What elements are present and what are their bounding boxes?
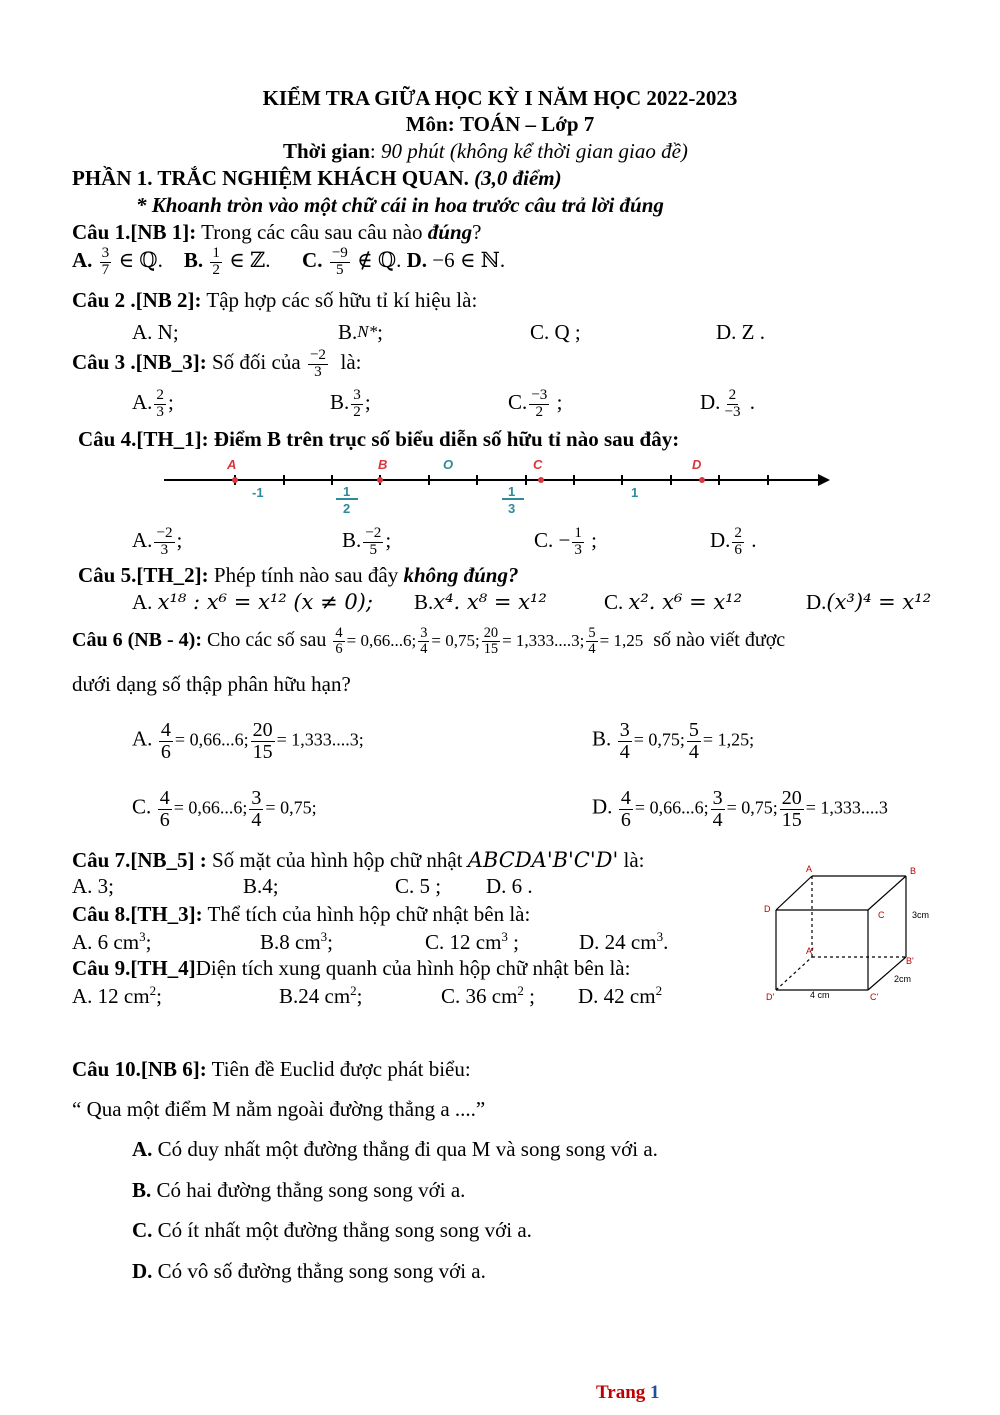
time-line: Thời gian: 90 phút (không kể thời gian giao đề)	[283, 139, 688, 163]
number-line-figure	[150, 455, 840, 517]
q4-option-b: B. $\frac{-2}{5}$ ;	[342, 525, 392, 558]
vertex-D2-label: D'	[766, 992, 775, 1002]
q6-tail: số nào viết được	[653, 629, 786, 652]
q5-stem	[78, 563, 518, 588]
q5-text: Phép tính nào sau đây	[213, 563, 399, 587]
q5-option-d: D.(x³)⁴ = x¹²	[806, 590, 932, 614]
q10-text: Tiên đề Euclid được phát biểu:	[211, 1057, 471, 1081]
q8-label: Câu 8.[TH_3]:	[72, 902, 203, 926]
q9-option-c: C. 36 $cm^2$ ;	[441, 983, 536, 1008]
q3-option-b: B. $\frac{3}{2}$ ;	[330, 387, 371, 420]
point-B-label: B	[378, 457, 388, 472]
q3-option-c: C. $\frac{-3}{2}$ ;	[508, 387, 563, 420]
page-number: 1	[650, 1382, 660, 1403]
rectangular-box-figure	[760, 862, 940, 1014]
q2-option-b-symbol: N*	[357, 322, 378, 341]
page-label: Trang	[596, 1382, 646, 1403]
q1-option-c-rel: ∉ ℚ.	[357, 248, 402, 273]
q2-option-b	[338, 320, 383, 345]
q2-label: Câu 2 .[NB 2]:	[72, 288, 202, 312]
point-C-label: C	[533, 457, 543, 472]
q6-option-b: B. $\frac{3}{4}$ = 0,75; $\frac{5}{4}$ = 1,25;	[592, 719, 755, 763]
q3-label: Câu 3 .[NB_3]:	[72, 350, 207, 375]
q1-option-c-fraction: $\frac{-9}{5}$	[331, 245, 348, 278]
q1-option-d-text: −6 ∈ ℕ.	[432, 248, 506, 273]
point-B	[377, 477, 383, 483]
q8-option-a: A. 6 $cm^3$;	[72, 929, 152, 954]
q9-option-d: D. 42 $cm^2$	[578, 983, 663, 1008]
q8-stem	[72, 902, 530, 927]
q1-text: Trong các câu sau câu nào	[201, 220, 423, 244]
q1-stem	[72, 220, 481, 245]
q6-option-c: C. $\frac{4}{6}$ = 0,66...6; $\frac{3}{4}$ = 0,75;	[132, 787, 317, 831]
q8-text: Thể tích của hình hộp chữ nhật bên là:	[207, 902, 531, 926]
q1-options	[72, 246, 505, 279]
q1-option-c-label: C.	[302, 248, 323, 273]
q8-option-b: B.8 $cm^3$;	[260, 929, 334, 954]
q2-option-d: D. Z .	[716, 320, 765, 344]
q3-fraction: $\frac{-2}{3}$	[309, 347, 326, 380]
q3-stem	[72, 348, 361, 381]
q9-option-a: A. 12 $cm^2$;	[72, 983, 162, 1008]
q2-option-b-tail: ;	[377, 320, 383, 344]
q3-option-d: D. $\frac{2}{-3}$ .	[700, 387, 755, 420]
part1-points: (3,0 điểm)	[474, 166, 562, 190]
q6-text: Cho các số sau	[207, 629, 327, 652]
point-A	[232, 477, 238, 483]
q2-option-a: A. N;	[132, 320, 179, 344]
q7-shape: ABCDA'B'C'D'	[467, 848, 619, 872]
q1-tail: ?	[472, 220, 482, 244]
q10-label: Câu 10.[NB 6]:	[72, 1057, 207, 1081]
q3-option-a: A. $\frac{2}{3}$ ;	[132, 387, 174, 420]
q3-tail: là:	[340, 350, 362, 375]
q1-option-b-rel: ∈ ℤ.	[229, 248, 271, 273]
q1-option-b-fraction: $\frac{1}{2}$	[212, 245, 220, 278]
q7-option-d: D. 6 .	[486, 874, 533, 898]
part1-heading	[72, 166, 562, 191]
q5-label: Câu 5.[TH_2]:	[78, 563, 209, 587]
q6-option-a: A. $\frac{4}{6}$ = 0,66...6; $\frac{20}{15}$ = 1,333....3;	[132, 719, 364, 763]
point-O-label: O	[443, 457, 454, 472]
q10-option-d: D. Có vô số đường thẳng song song với a.	[132, 1259, 486, 1283]
part1-instruction: * Khoanh tròn vào một chữ cái in hoa trước câu trả lời đúng	[136, 193, 664, 217]
q9-label: Câu 9.[TH_4]	[72, 956, 196, 980]
point-D	[699, 477, 705, 483]
time-label: Thời gian	[283, 139, 370, 163]
q10-stem	[72, 1057, 471, 1082]
q5-option-c: C. x². x⁶ = x¹²	[604, 590, 743, 614]
subject-line	[0, 112, 1000, 137]
height-label: 3cm	[912, 910, 930, 920]
q8-option-c: C. 12 $cm^3$ ;	[425, 929, 520, 954]
q9-stem	[72, 956, 630, 981]
q6-label: Câu 6 (NB - 4):	[72, 629, 202, 652]
q1-emph: đúng	[427, 220, 473, 244]
q7-option-a: A. 3;	[72, 874, 114, 898]
vertex-D-label: D	[764, 904, 771, 914]
exam-title: KIỂM TRA GIỮA HỌC KỲ I NĂM HỌC 2022-2023	[262, 86, 738, 110]
subject-label: Môn:	[405, 112, 455, 136]
vertex-C-label: C	[878, 910, 885, 920]
q1-option-a-label: A.	[72, 248, 93, 273]
q7-label: Câu 7.[NB_5] :	[72, 848, 207, 872]
point-D-label: D	[692, 457, 702, 472]
tick-label-neg-half-num: 1	[343, 484, 351, 499]
q5-option-a: A. x¹⁸ : x⁶ = x¹² (x ≠ 0);	[132, 590, 373, 614]
q5-option-b: B.x⁴. x⁸ = x¹²	[414, 590, 547, 614]
q2-option-b-label: B.	[338, 320, 358, 344]
point-A-label: A	[227, 457, 237, 472]
vertex-B-label: B	[910, 866, 917, 876]
q4-label: Câu 4.[TH_1]:	[78, 427, 209, 451]
number-line-arrow-icon	[818, 474, 830, 486]
width-label: 2cm	[894, 974, 912, 984]
q10-quote: “ Qua một điểm M nằm ngoài đường thẳng a ....”	[72, 1097, 486, 1121]
tick-label-third-num: 1	[508, 484, 516, 499]
q1-option-d-label: D.	[406, 248, 428, 273]
q10-option-c: C. Có ít nhất một đường thẳng song song với a.	[132, 1218, 532, 1242]
q4-stem	[78, 427, 679, 452]
q1-option-a-fraction: $\frac{3}{7}$	[101, 245, 110, 278]
q7-text: Số mặt của hình hộp chữ nhật	[212, 848, 463, 872]
point-C	[538, 477, 544, 483]
tick-label-minus-1: -1	[252, 485, 264, 500]
q10-option-b: B. Có hai đường thẳng song song với a.	[132, 1178, 466, 1202]
q5-emph: không đúng?	[403, 563, 519, 587]
tick-label-neg-half-den: 2	[343, 501, 351, 516]
q2-stem	[72, 288, 477, 313]
q4-option-d: D. $\frac{2}{6}$ .	[710, 525, 757, 558]
vertex-C2-label: C'	[870, 992, 879, 1002]
subject-value: TOÁN – Lớp 7	[459, 112, 595, 136]
q4-option-a: A. $\frac{-2}{3}$ ;	[132, 525, 183, 558]
q2-option-c: C. Q ;	[530, 320, 581, 344]
time-value: 90 phút (không kể thời gian giao đề)	[381, 139, 688, 163]
q9-text: Diện tích xung quanh của hình hộp chữ nhật bên là:	[195, 956, 631, 980]
page-footer	[596, 1382, 660, 1404]
part1-title: PHẦN 1. TRẮC NGHIỆM KHÁCH QUAN.	[72, 166, 469, 190]
q1-option-a-rel: ∈ ℚ.	[118, 248, 163, 273]
tick-label-third-den: 3	[508, 501, 516, 516]
q10-option-a: A. Có duy nhất một đường thẳng đi qua M và song song với a.	[132, 1137, 658, 1161]
q2-text: Tập hợp các số hữu tỉ kí hiệu là:	[206, 288, 478, 312]
q8-option-d: D. 24 $cm^3$.	[579, 929, 669, 954]
length-label: 4 cm	[810, 990, 830, 1000]
vertex-A2-label: A'	[806, 946, 814, 956]
q4-option-c: C. − $\frac{1}{3}$ ;	[534, 525, 598, 558]
q1-option-b-label: B.	[183, 248, 204, 273]
q3-text: Số đối của	[212, 350, 301, 375]
q6-stem: Câu 6 (NB - 4): Cho các số sau $\frac{4}{6}$ = 0,66...6; $\frac{3}{4}$ = 0,75; $\frac{20}{15}$ = 1,333....3; $\frac{5}{4}$ = 1,25 số nào viết được	[72, 625, 786, 658]
q7-stem	[72, 848, 645, 873]
q4-text: Điểm B trên trục số biểu diễn số hữu tỉ nào sau đây:	[213, 427, 680, 451]
q1-label: Câu 1.[NB 1]:	[72, 220, 197, 244]
q7-tail: là:	[623, 848, 645, 872]
vertex-A-label: A	[806, 864, 813, 874]
vertex-B2-label: B'	[906, 956, 914, 966]
q6-line2: dưới dạng số thập phân hữu hạn?	[72, 672, 351, 696]
q6-option-d: D. $\frac{4}{6}$ = 0,66...6; $\frac{3}{4}$ = 0,75; $\frac{20}{15}$ = 1,333....3	[592, 787, 888, 831]
q7-option-b: B.4;	[243, 874, 279, 898]
tick-label-1: 1	[631, 485, 639, 500]
q9-option-b: B.24 $cm^2$;	[279, 983, 363, 1008]
q7-option-c: C. 5 ;	[395, 874, 442, 898]
